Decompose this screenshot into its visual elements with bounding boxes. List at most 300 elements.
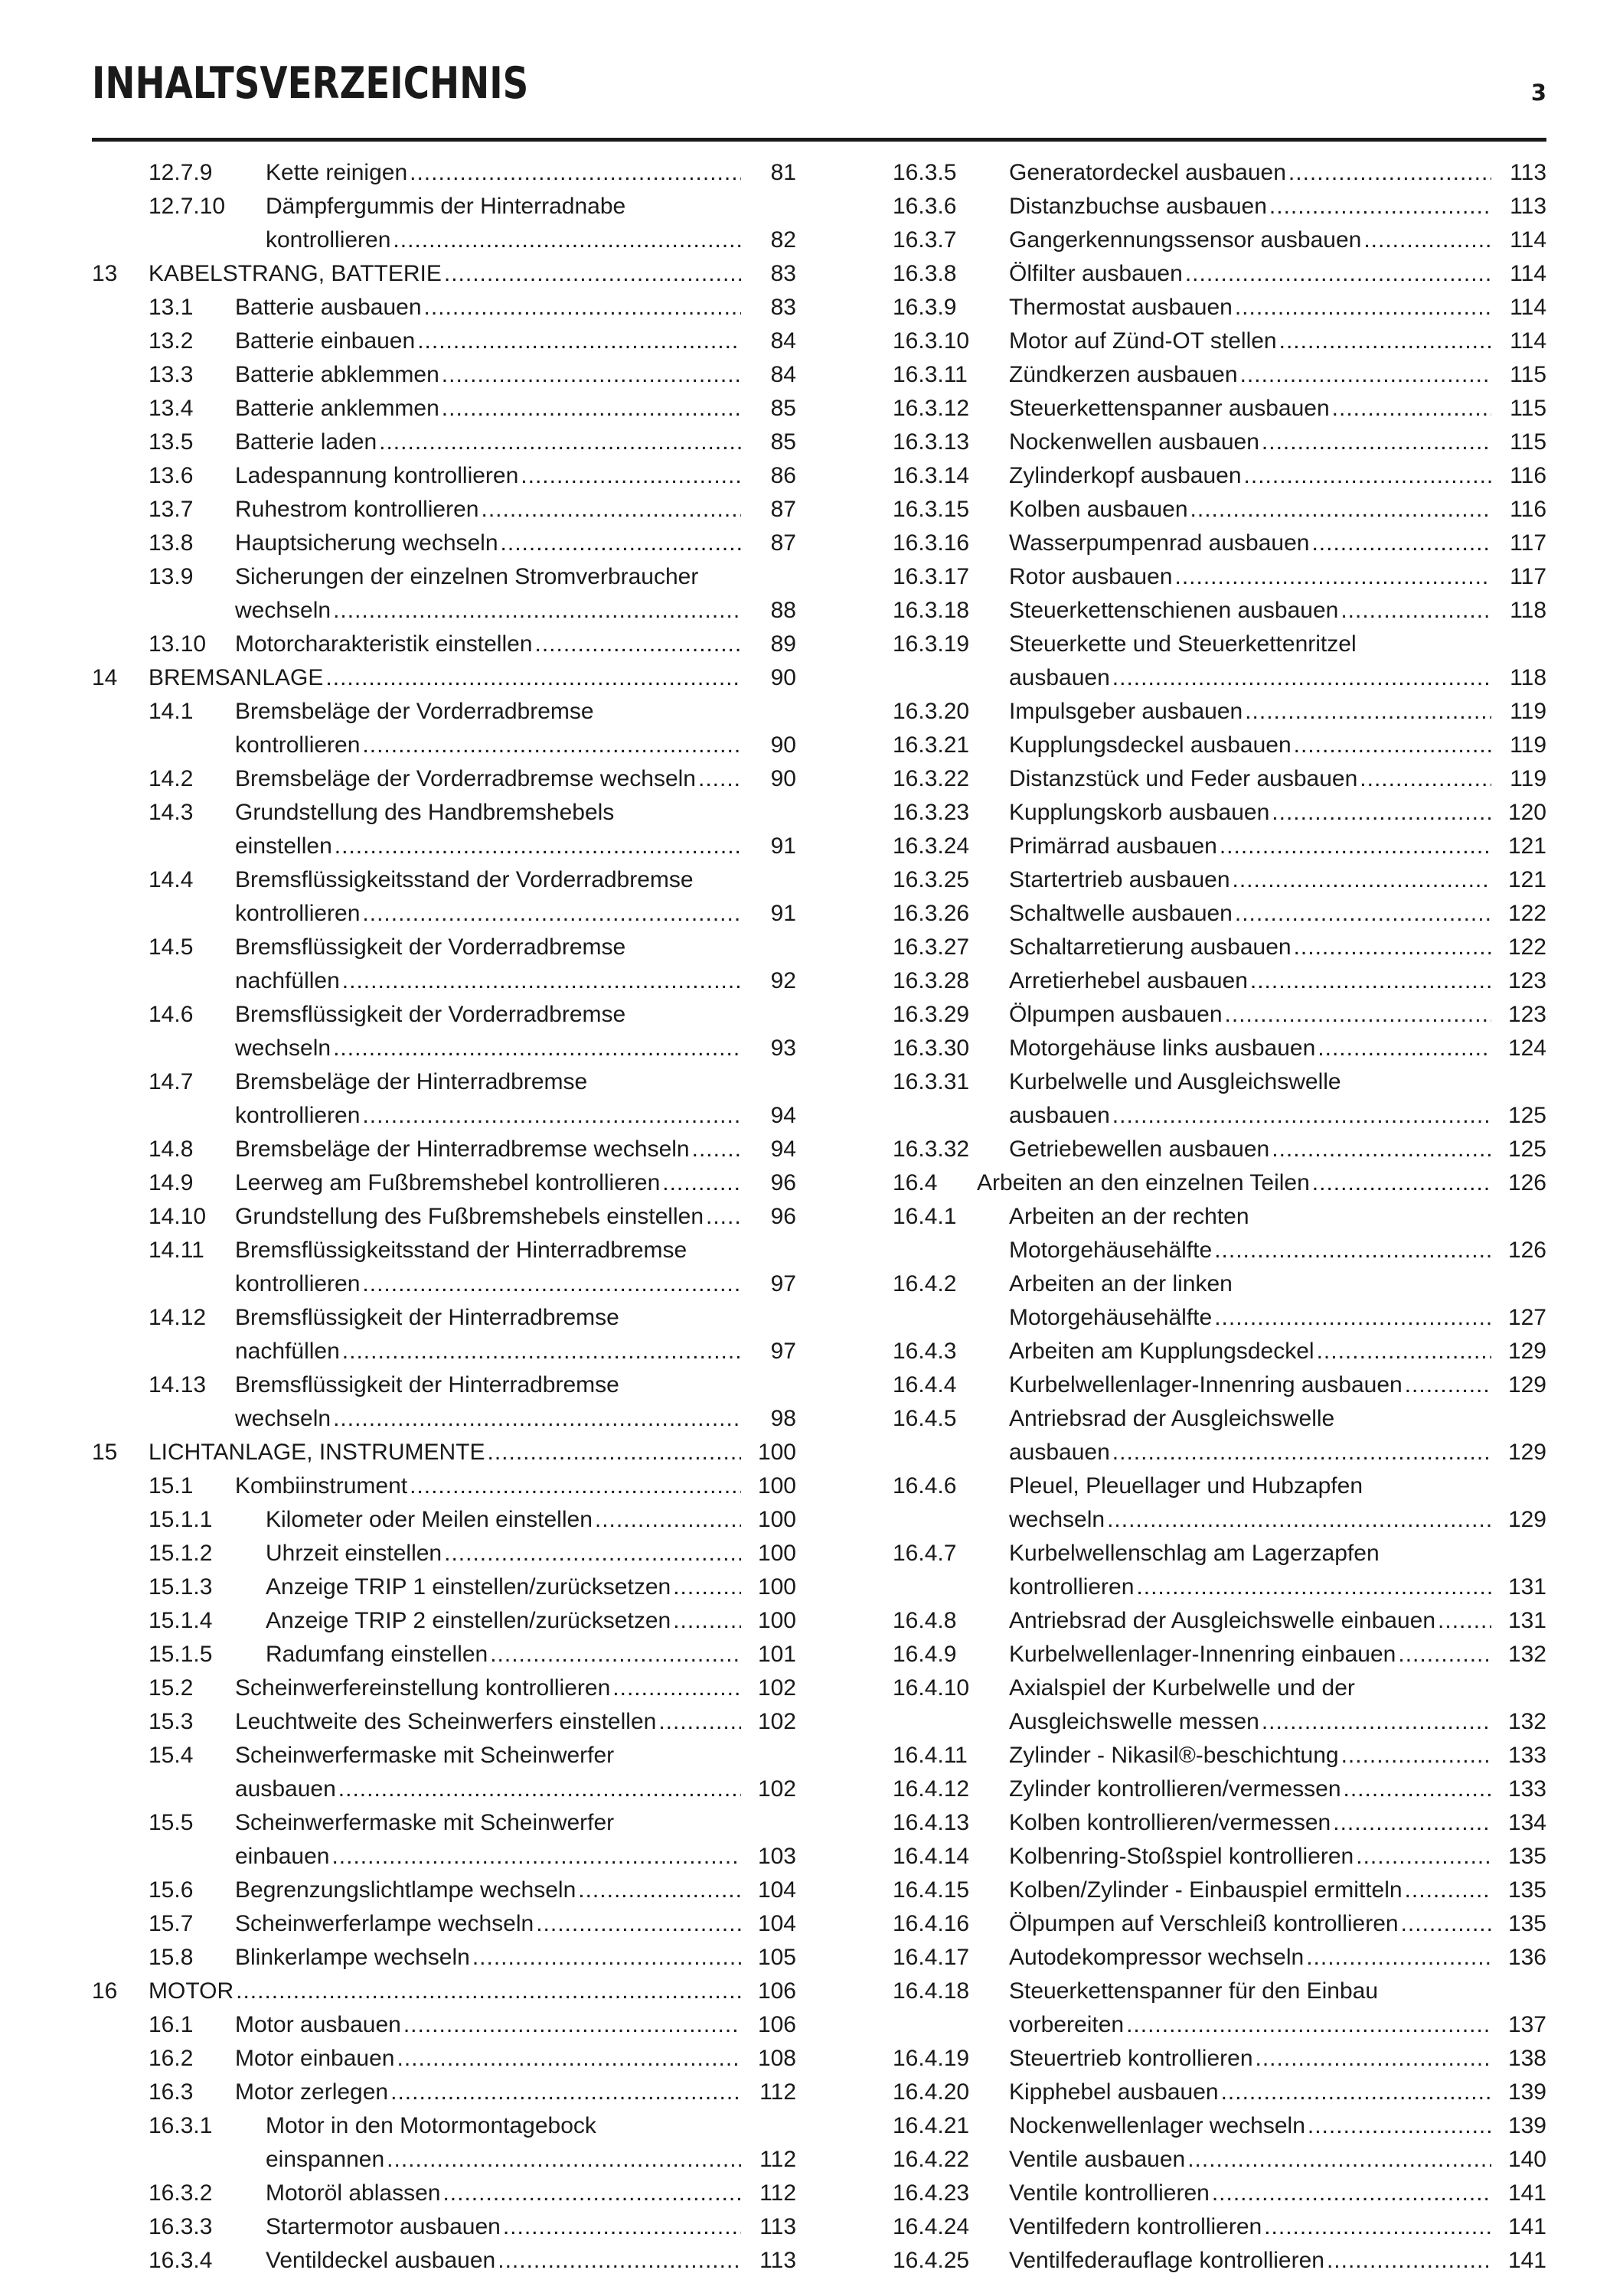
toc-entry-page: 112 [759,2079,796,2105]
toc-entry-page: 115 [1510,362,1546,387]
toc-entry-title: ausbauen [1009,665,1110,690]
dot-leader [1317,1335,1491,1368]
toc-entry-number: 16.3.31 [893,1069,970,1094]
toc-entry-title: Kolben ausbauen [1009,497,1188,522]
toc-entry[interactable] [893,426,1546,459]
toc-entry-page: 140 [1507,2147,1546,2172]
toc-entry-title: Leuchtweite des Scheinwerfers einstellen [235,1709,657,1734]
toc-entry-page: 141 [1507,2180,1546,2206]
toc-entry-title: Motorgehäusehälfte [1009,1238,1213,1263]
toc-entry[interactable] [893,830,1546,863]
dot-leader [1360,762,1491,796]
toc-entry[interactable] [92,1368,796,1436]
toc-entry[interactable] [893,223,1546,257]
toc-entry[interactable] [92,2244,796,2278]
toc-entry-page: 84 [770,362,796,387]
toc-entry[interactable] [893,358,1546,392]
toc-entry[interactable] [92,2076,796,2109]
toc-entry-page: 133 [1507,1776,1546,1802]
toc-entry[interactable] [92,2042,796,2076]
toc-entry[interactable] [893,897,1546,931]
toc-entry-number: 16.4.2 [893,1271,957,1296]
toc-entry-title: Kipphebel ausbauen [1009,2079,1219,2105]
toc-entry-title: Arbeiten an den einzelnen Teilen [977,1170,1310,1195]
toc-entry[interactable] [92,257,796,291]
toc-entry-page: 96 [770,1170,796,1195]
toc-entry-title: Ladespannung kontrollieren [235,463,519,488]
toc-entry-number: 16.3.8 [893,261,957,286]
toc-entry-title: Scheinwerfereinstellung kontrollieren [235,1675,611,1701]
toc-entry[interactable] [893,1065,1546,1133]
toc-entry-page: 119 [1510,766,1546,791]
toc-entry[interactable] [893,729,1546,762]
dot-leader [1262,426,1491,459]
toc-entry-number: 14.3 [149,800,194,825]
toc-entry-title: Radumfang einstellen [266,1642,488,1667]
toc-entry[interactable] [92,1975,796,2008]
toc-entry[interactable] [92,325,796,358]
toc-entry[interactable] [92,1705,796,1739]
toc-entry-title: Autodekompressor wechseln [1009,1945,1305,1970]
dot-leader [1244,459,1491,493]
dot-leader [1235,897,1491,931]
toc-entry-title: Ventildeckel ausbauen [266,2248,496,2273]
toc-entry[interactable] [92,426,796,459]
toc-entry[interactable] [893,459,1546,493]
toc-entry-number: 14.4 [149,867,194,892]
toc-entry[interactable] [92,2008,796,2042]
toc-entry[interactable] [893,2210,1546,2244]
dot-leader [503,2210,741,2244]
toc-entry-page: 83 [770,295,796,320]
toc-entry-number: 13.10 [149,631,207,657]
toc-entry[interactable] [92,527,796,560]
dot-leader [1126,2008,1491,2042]
toc-entry[interactable] [893,1638,1546,1671]
toc-entry-title: KABELSTRANG, BATTERIE [149,261,442,286]
toc-entry-number: 16.3.13 [893,429,970,455]
dot-leader [1245,695,1491,729]
dot-leader [1214,1234,1491,1267]
toc-entry-number: 16.3.30 [893,1035,970,1061]
toc-entry-number: 16.4.23 [893,2180,970,2206]
toc-entry-number: 16.4.10 [893,1675,970,1701]
toc-entry-page: 125 [1507,1137,1546,1162]
toc-entry-page: 120 [1507,800,1546,825]
dot-leader [595,1503,741,1537]
toc-entry-title: Generatordeckel ausbauen [1009,160,1286,185]
toc-entry[interactable] [92,291,796,325]
toc-entry-page: 134 [1507,1810,1546,1835]
toc-entry[interactable] [92,156,796,190]
toc-entry-page: 122 [1507,934,1546,960]
toc-entry-title: Bremsbeläge der Vorderradbremse wechseln [235,766,696,791]
toc-entry-title: Kurbelwelle und Ausgleichswelle [1009,1069,1341,1094]
toc-entry-page: 141 [1507,2248,1546,2273]
toc-entry-number: 15.5 [149,1810,194,1835]
toc-entry-title: wechseln [235,1406,331,1431]
toc-entry-number: 16.3.12 [893,396,970,421]
toc-entry-page: 82 [770,227,796,253]
dot-leader [1294,931,1491,964]
toc-entry[interactable] [893,2177,1546,2210]
toc-entry-number: 14.7 [149,1069,194,1094]
toc-entry-title: wechseln [235,1035,331,1061]
toc-entry[interactable] [92,2109,796,2177]
dot-leader [338,1773,741,1806]
toc-entry[interactable] [893,1032,1546,1065]
toc-entry-number: 16.3.7 [893,227,957,253]
toc-entry-title: Kupplungsdeckel ausbauen [1009,732,1292,758]
toc-entry[interactable] [893,695,1546,729]
toc-entry[interactable] [893,190,1546,223]
dot-leader [1187,2143,1491,2177]
toc-entry[interactable] [893,1941,1546,1975]
toc-entry[interactable] [92,459,796,493]
toc-entry-number: 16.3.21 [893,732,970,758]
toc-entry-title: Steuerkette und Steuerkettenritzel [1009,631,1357,657]
dot-leader [1311,527,1491,560]
toc-entry-number: 16.4 [893,1170,938,1195]
toc-entry-title: Kurbelwellenschlag am Lagerzapfen [1009,1541,1380,1566]
toc-entry-title: Ventilfedern kontrollieren [1009,2214,1262,2239]
toc-entry[interactable] [893,2143,1546,2177]
toc-entry[interactable] [893,1537,1546,1604]
dot-leader [379,426,741,459]
toc-entry[interactable] [893,1907,1546,1941]
toc-entry[interactable] [893,1773,1546,1806]
toc-entry[interactable] [893,964,1546,998]
toc-entry[interactable] [893,1368,1546,1402]
toc-entry[interactable] [92,190,796,257]
dot-leader [403,2008,741,2042]
toc-entry[interactable] [92,1570,796,1604]
toc-entry-title: Dämpfergummis der Hinterradnabe [266,194,626,219]
toc-entry[interactable] [92,1503,796,1537]
toc-entry[interactable] [893,2109,1546,2143]
dot-leader [342,1335,741,1368]
toc-entry[interactable] [92,2177,796,2210]
toc-entry-number: 15.3 [149,1709,194,1734]
toc-entry-page: 137 [1507,2012,1546,2037]
toc-entry-page: 100 [757,1440,796,1465]
toc-entry-page: 101 [757,1642,796,1667]
toc-entry-number: 14.2 [149,766,194,791]
toc-entry-title: Kette reinigen [266,160,408,185]
toc-entry[interactable] [893,931,1546,964]
toc-entry-title: Scheinwerferlampe wechseln [235,1911,534,1936]
toc-entry[interactable] [893,1469,1546,1537]
toc-entry-title: Motoröl ablassen [266,2180,441,2206]
dot-leader [362,897,741,931]
dot-leader [578,1874,741,1907]
toc-entry-title: Motorgehäusehälfte [1009,1305,1213,1330]
toc-entry[interactable] [893,1840,1546,1874]
toc-entry-page: 103 [757,1844,796,1869]
toc-entry-number: 12.7.10 [149,194,226,219]
dot-leader [1294,729,1491,762]
toc-entry-page: 100 [757,1541,796,1566]
toc-entry[interactable] [92,493,796,527]
dot-leader [1405,1368,1491,1402]
dot-leader [393,223,741,257]
toc-entry-number: 16.4.15 [893,1877,970,1903]
toc-entry[interactable] [893,1200,1546,1267]
toc-entry-page: 85 [770,429,796,455]
toc-entry-page: 122 [1507,901,1546,926]
toc-entry-title: Distanzstück und Feder ausbauen [1009,766,1358,791]
toc-entry[interactable] [92,560,796,628]
toc-entry[interactable] [893,1604,1546,1638]
toc-entry-title: Startermotor ausbauen [266,2214,501,2239]
toc-entry-title: Ölpumpen ausbauen [1009,1002,1223,1027]
toc-entry[interactable] [893,594,1546,628]
toc-entry[interactable] [92,1604,796,1638]
toc-entry-title: Anzeige TRIP 1 einstellen/zurücksetzen [266,1574,671,1600]
toc-entry[interactable] [893,291,1546,325]
toc-entry-number: 16.4.19 [893,2046,970,2071]
toc-entry[interactable] [893,1335,1546,1368]
toc-entry-title: wechseln [1009,1507,1105,1532]
toc-entry-page: 135 [1507,1911,1546,1936]
toc-entry-number: 15.8 [149,1945,194,1970]
toc-entry-number: 16.4.25 [893,2248,970,2273]
toc-entry-title: ausbauen [1009,1440,1110,1465]
toc-entry[interactable] [893,560,1546,594]
page-header [92,54,1546,142]
toc-entry-number: 16.2 [149,2046,194,2071]
toc-entry-page: 105 [757,1945,796,1970]
toc-entry-number: 16.4.8 [893,1608,957,1633]
toc-entry-number: 16.4.18 [893,1978,970,2004]
toc-entry[interactable] [92,1436,796,1469]
toc-entry[interactable] [893,762,1546,796]
toc-entry-number: 14.5 [149,934,194,960]
toc-entry[interactable] [893,1671,1546,1739]
toc-entry-number: 16.3.6 [893,194,957,219]
toc-entry-number: 16.3.4 [149,2248,213,2273]
toc-entry-page: 141 [1507,2214,1546,2239]
dot-leader [662,1166,741,1200]
toc-entry[interactable] [893,156,1546,190]
dot-leader [521,459,741,493]
dot-leader [1112,661,1491,695]
toc-entry[interactable] [92,1907,796,1941]
toc-entry-number: 16.3.17 [893,564,970,589]
toc-entry[interactable] [92,998,796,1065]
dot-leader [501,527,741,560]
toc-entry[interactable] [893,527,1546,560]
dot-leader [417,325,741,358]
toc-entry[interactable] [92,931,796,998]
toc-entry-number: 16.4.24 [893,2214,970,2239]
dot-leader [1288,156,1491,190]
toc-entry-number: 16.4.20 [893,2079,970,2105]
toc-entry-number: 15.4 [149,1743,194,1768]
toc-entry-page: 113 [759,2214,796,2239]
toc-entry-page: 121 [1507,867,1546,892]
toc-entry[interactable] [893,325,1546,358]
toc-entry[interactable] [92,1469,796,1503]
toc-entry-number: 16.4.21 [893,2113,970,2138]
toc-entry-page: 112 [759,2180,796,2206]
dot-leader [397,2042,741,2076]
toc-entry-page: 119 [1510,732,1546,758]
toc-entry-title: Grundstellung des Handbremshebels [235,800,615,825]
toc-entry[interactable] [92,1671,796,1705]
dot-leader [1136,1570,1491,1604]
toc-entry-title: einspannen [266,2147,385,2172]
toc-entry[interactable] [893,1133,1546,1166]
toc-entry[interactable] [92,392,796,426]
toc-entry-title: Kombiinstrument [235,1473,408,1499]
toc-entry-title: Bremsflüssigkeit der Hinterradbremse [235,1305,619,1330]
toc-entry[interactable] [92,1234,796,1301]
toc-entry[interactable] [92,2210,796,2244]
dot-leader [1332,392,1491,426]
toc-entry-page: 132 [1507,1642,1546,1667]
toc-entry[interactable] [893,863,1546,897]
toc-entry-title: Scheinwerfermaske mit Scheinwerfer [235,1810,615,1835]
toc-entry-number: 16.4.16 [893,1911,970,1936]
dot-leader [472,1941,741,1975]
toc-entry-number: 16.4.14 [893,1844,970,1869]
toc-entry-page: 124 [1507,1035,1546,1061]
toc-entry-number: 16.3.3 [149,2214,213,2239]
toc-entry-title: Anzeige TRIP 2 einstellen/zurücksetzen [266,1608,671,1633]
toc-entry-number: 15.1 [149,1473,194,1499]
toc-entry-number: 15.1.4 [149,1608,213,1633]
toc-entry[interactable] [893,1806,1546,1840]
toc-entry-number: 16.3.27 [893,934,970,960]
toc-entry-page: 139 [1507,2079,1546,2105]
toc-entry-page: 136 [1507,1945,1546,1970]
dot-leader [442,358,741,392]
toc-entry[interactable] [893,998,1546,1032]
dot-leader [658,1705,741,1739]
toc-entry-title: Bremsflüssigkeit der Vorderradbremse [235,934,626,960]
toc-entry-page: 96 [770,1204,796,1229]
dot-leader [1279,325,1491,358]
toc-entry-title: Kurbelwellenlager-Innenring einbauen [1009,1642,1396,1667]
toc-entry-number: 13.6 [149,463,194,488]
toc-entry[interactable] [893,1267,1546,1335]
toc-entry-title: Arretierhebel ausbauen [1009,968,1248,993]
toc-entry-title: Steuerkettenspanner für den Einbau [1009,1978,1379,2004]
toc-entry[interactable] [92,1166,796,1200]
toc-entry-number: 14.8 [149,1137,194,1162]
toc-entry-number: 14.10 [149,1204,207,1229]
toc-entry-page: 104 [757,1877,796,1903]
toc-entry[interactable] [893,2042,1546,2076]
dot-leader [1220,830,1491,863]
toc-entry[interactable] [92,628,796,661]
toc-entry-title: Rotor ausbauen [1009,564,1173,589]
toc-entry-title: Antriebsrad der Ausgleichswelle [1009,1406,1335,1431]
toc-entry[interactable] [893,796,1546,830]
toc-entry[interactable] [92,1537,796,1570]
toc-entry-page: 129 [1507,1339,1546,1364]
toc-entry-title: Steuerkettenschienen ausbauen [1009,598,1339,623]
toc-entry-title: Bremsbeläge der Hinterradbremse [235,1069,588,1094]
dot-leader [1312,1166,1491,1200]
toc-entry-page: 100 [757,1473,796,1499]
dot-leader [362,1267,741,1301]
toc-entry-number: 16.4.17 [893,1945,970,1970]
toc-entry-page: 113 [1510,194,1546,219]
toc-entry[interactable] [893,1402,1546,1469]
dot-leader [333,1032,741,1065]
toc-entry-number: 16.3.24 [893,833,970,859]
toc-entry-number: 16.3 [149,2079,194,2105]
dot-leader [698,762,741,796]
toc-entry[interactable] [92,661,796,695]
toc-entry[interactable] [92,762,796,796]
toc-entry[interactable] [893,2244,1546,2278]
toc-entry-page: 91 [770,833,796,859]
toc-entry-title: Bremsflüssigkeitsstand der Hinterradbremse [235,1238,687,1263]
toc-entry[interactable] [893,1874,1546,1907]
toc-entry[interactable] [893,392,1546,426]
toc-entry-title: Motor in den Motormontagebock [266,2113,596,2138]
toc-entry[interactable] [92,1638,796,1671]
toc-entry[interactable] [92,1806,796,1874]
toc-entry[interactable] [893,1975,1546,2042]
toc-entry-page: 131 [1507,1574,1546,1600]
dot-leader [706,1200,741,1234]
toc-entry-title: nachfüllen [235,1339,340,1364]
toc-entry[interactable] [893,1166,1546,1200]
toc-entry-title: Zylinder - Nikasil®-beschichtung [1009,1743,1339,1768]
toc-entry-title: kontrollieren [235,1103,361,1128]
toc-entry[interactable] [92,1065,796,1133]
toc-entry[interactable] [92,1133,796,1166]
toc-entry-number: 16.4.6 [893,1473,957,1499]
toc-entry[interactable] [92,1739,796,1806]
toc-entry[interactable] [92,1200,796,1234]
toc-entry-number: 15.1.5 [149,1642,213,1667]
toc-entry-page: 114 [1510,328,1546,354]
toc-entry[interactable] [92,863,796,931]
toc-entry[interactable] [92,796,796,863]
toc-entry[interactable] [893,1739,1546,1773]
toc-entry-number: 13.3 [149,362,194,387]
toc-entry-title: Gangerkennungssensor ausbauen [1009,227,1362,253]
dot-leader [331,1840,741,1874]
toc-entry[interactable] [92,1874,796,1907]
toc-entry-page: 94 [770,1103,796,1128]
toc-entry-page: 127 [1507,1305,1546,1330]
toc-entry[interactable] [92,358,796,392]
toc-entry[interactable] [92,695,796,762]
toc-entry[interactable] [893,2076,1546,2109]
toc-entry-title: wechseln [235,598,331,623]
toc-entry[interactable] [92,1941,796,1975]
dot-leader [1225,998,1491,1032]
toc-entry-page: 100 [757,1574,796,1600]
toc-entry-page: 112 [759,2147,796,2172]
toc-entry-page: 90 [770,732,796,758]
toc-entry[interactable] [92,1301,796,1368]
toc-entry[interactable] [893,628,1546,695]
dot-leader [1240,358,1491,392]
toc-entry-number: 15.1.3 [149,1574,213,1600]
toc-entry-title: Distanzbuchse ausbauen [1009,194,1267,219]
toc-entry-title: Thermostat ausbauen [1009,295,1233,320]
toc-entry[interactable] [893,493,1546,527]
toc-entry[interactable] [893,257,1546,291]
dot-leader [424,291,741,325]
